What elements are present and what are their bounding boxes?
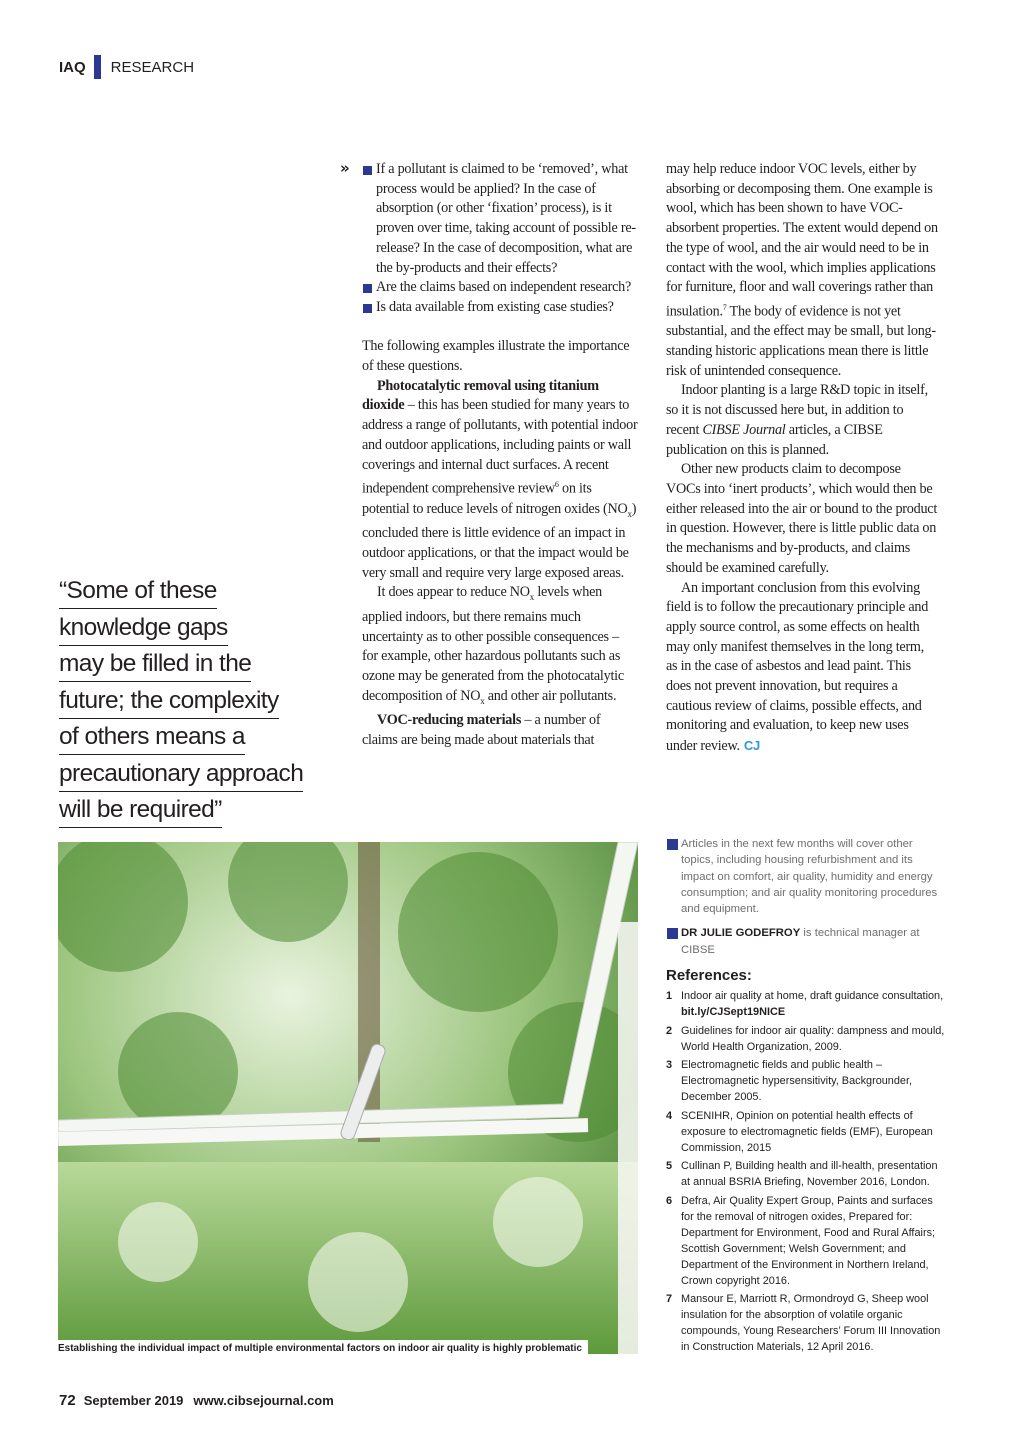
reference-item: 2 Guidelines for indoor air quality: dampness and mould, World Health Organization, 2009.: [666, 1024, 945, 1053]
reference-item: 5 Cullinan P, Building health and ill-health, presentation at annual BSRIA Briefing, November 2016, London.: [666, 1160, 938, 1188]
references-title: References:: [666, 967, 752, 984]
paragraph: may help reduce indoor VOC levels, either by absorbing or decomposing them. One example is wool, which has been shown to have VOC-absorbent properties. The extent would depend on the type of wool, and the air would need to be in contact with the wool, which implies applications for furniture, floor and wall coverings rather than insulation.$^7$ The body of evidence is not yet substantial, and the effect may be small, but long-standing historic applications mean there is little risk of unintended consequence.: [666, 161, 938, 379]
reference-item: 4 SCENIHR, Opinion on potential health effects of exposure to electromagnetic fields (EMF), European Commission, 2015: [666, 1109, 933, 1154]
pull-quote: [59, 574, 334, 830]
quote-line: may be filled in the: [59, 647, 251, 682]
bullet-item: Is data available from existing case studies?: [362, 298, 638, 318]
section-divider: [94, 55, 101, 79]
reference-item: 7 Mansour E, Marriott R, Ormondroyd G, Sheep wool insulation for the absorption of volatile organic compounds, Young Researchers’ Forum III Innovation in Construction Materials, 12 April 2016.: [666, 1293, 941, 1353]
continued-chevron-icon: »: [340, 159, 350, 177]
article-photo-open-window: [58, 842, 638, 1354]
reference-link[interactable]: bit.ly/CJSept19NICE: [681, 1006, 786, 1018]
paragraph: An important conclusion from this evolving field is to follow the precautionary principle and apply source control, as some effects on health may only manifest themselves in the long term, as in the case of asbestos and lead paint. This does not prevent innovation, but requires a cautious review of claims, possible effects, and monitoring and evaluation, to keep new uses under review. CJ: [666, 579, 929, 755]
reference-item: 3 Electromagnetic fields and public health – Electromagnetic hypersensitivity, Backgrounder, December 2005.: [666, 1059, 913, 1103]
quote-line: “Some of these: [59, 574, 217, 609]
bullet-item: If a pollutant is claimed to be ‘removed’, what process would be applied? In the case of absorption (or other ‘fixation’ process), is it proven over time, taking account of possible re-release? In the case of decomposition, what are the by-products and their effects?: [362, 160, 638, 278]
subsection-label: RESEARCH: [110, 58, 195, 76]
paragraph: Photocatalytic removal using titanium dioxide – this has been studied for many years to address a range of pollutants, with potential indoor and outdoor applications, including paints or wall coverings and internal duct surfaces. A recent independent comprehensive review$^6$ on its potential to reduce levels of nitrogen oxides $(NO_x)$ concluded there is little evidence of an impact in outdoor applications, or that the impact would be very small and require very large exposed areas.: [362, 377, 638, 581]
website-link[interactable]: www.cibsejournal.com: [193, 1393, 334, 1408]
paragraph: Other new products claim to decompose VOCs into ‘inert products’, which would then be either released into the air or bound to the product in question. However, there is little public data on the mechanisms and by-products, and claims should be examined carefully.: [666, 461, 938, 576]
body-column-middle: [340, 159, 638, 751]
paragraph: The following examples illustrate the importance of these questions.: [362, 338, 630, 375]
section-header: [59, 55, 194, 79]
quote-line: future; the complexity: [59, 684, 279, 719]
reference-item: 1 Indoor air quality at home, draft guidance consultation, bit.ly/CJSept19NICE: [666, 990, 944, 1018]
quote-line: precautionary approach: [59, 757, 303, 792]
bullet-item: Are the claims based on independent research?: [362, 278, 638, 298]
references: [666, 968, 946, 1358]
quote-line: of others means a: [59, 720, 245, 755]
series-note: Articles in the next few months will cover other topics, including housing refurbishment and its impact on comfort, air quality, humidity and energy consumption; and air quality monitoring procedures and equipment.: [666, 836, 941, 917]
paragraph: Indoor planting is a large R&D topic in itself, so it is not discussed here but, in addition to recent CIBSE Journal articles, a CIBSE publication on this is planned.: [666, 382, 928, 458]
end-mark: CJ: [743, 738, 760, 754]
paragraph: It does appear to reduce $NO_x$ levels when applied indoors, but there remains much uncertainty as to other possible consequences – for example, other hazardous pollutants such as ozone may be generated from the photocatalytic decomposition of $NO_x$ and other air pollutants.: [362, 584, 624, 706]
reference-item: 6 Defra, Air Quality Expert Group, Paints and surfaces for the removal of nitrogen oxides, Prepared for: Department for Environment, Food and Rural Affairs; Scottish Government; Welsh Government; and Department of the Environment in Northern Ireland, Crown copyright 2016.: [666, 1194, 936, 1287]
quote-line: will be required”: [59, 793, 222, 828]
photo-caption: Establishing the individual impact of multiple environmental factors on indoor air quality is highly problematic: [58, 1340, 588, 1356]
section-label: IAQ: [59, 58, 86, 76]
author-bio: DR JULIE GODEFROY is technical manager at CIBSE: [666, 925, 941, 958]
sidebar-notes: [666, 836, 941, 958]
issue-date: September 2019: [83, 1393, 184, 1408]
page-number: 72: [59, 1392, 76, 1409]
body-column-right: [666, 160, 938, 757]
quote-line: knowledge gaps: [59, 611, 228, 646]
page-footer: [59, 1392, 334, 1409]
paragraph: VOC-reducing materials – a number of claims are being made about materials that: [362, 712, 601, 748]
